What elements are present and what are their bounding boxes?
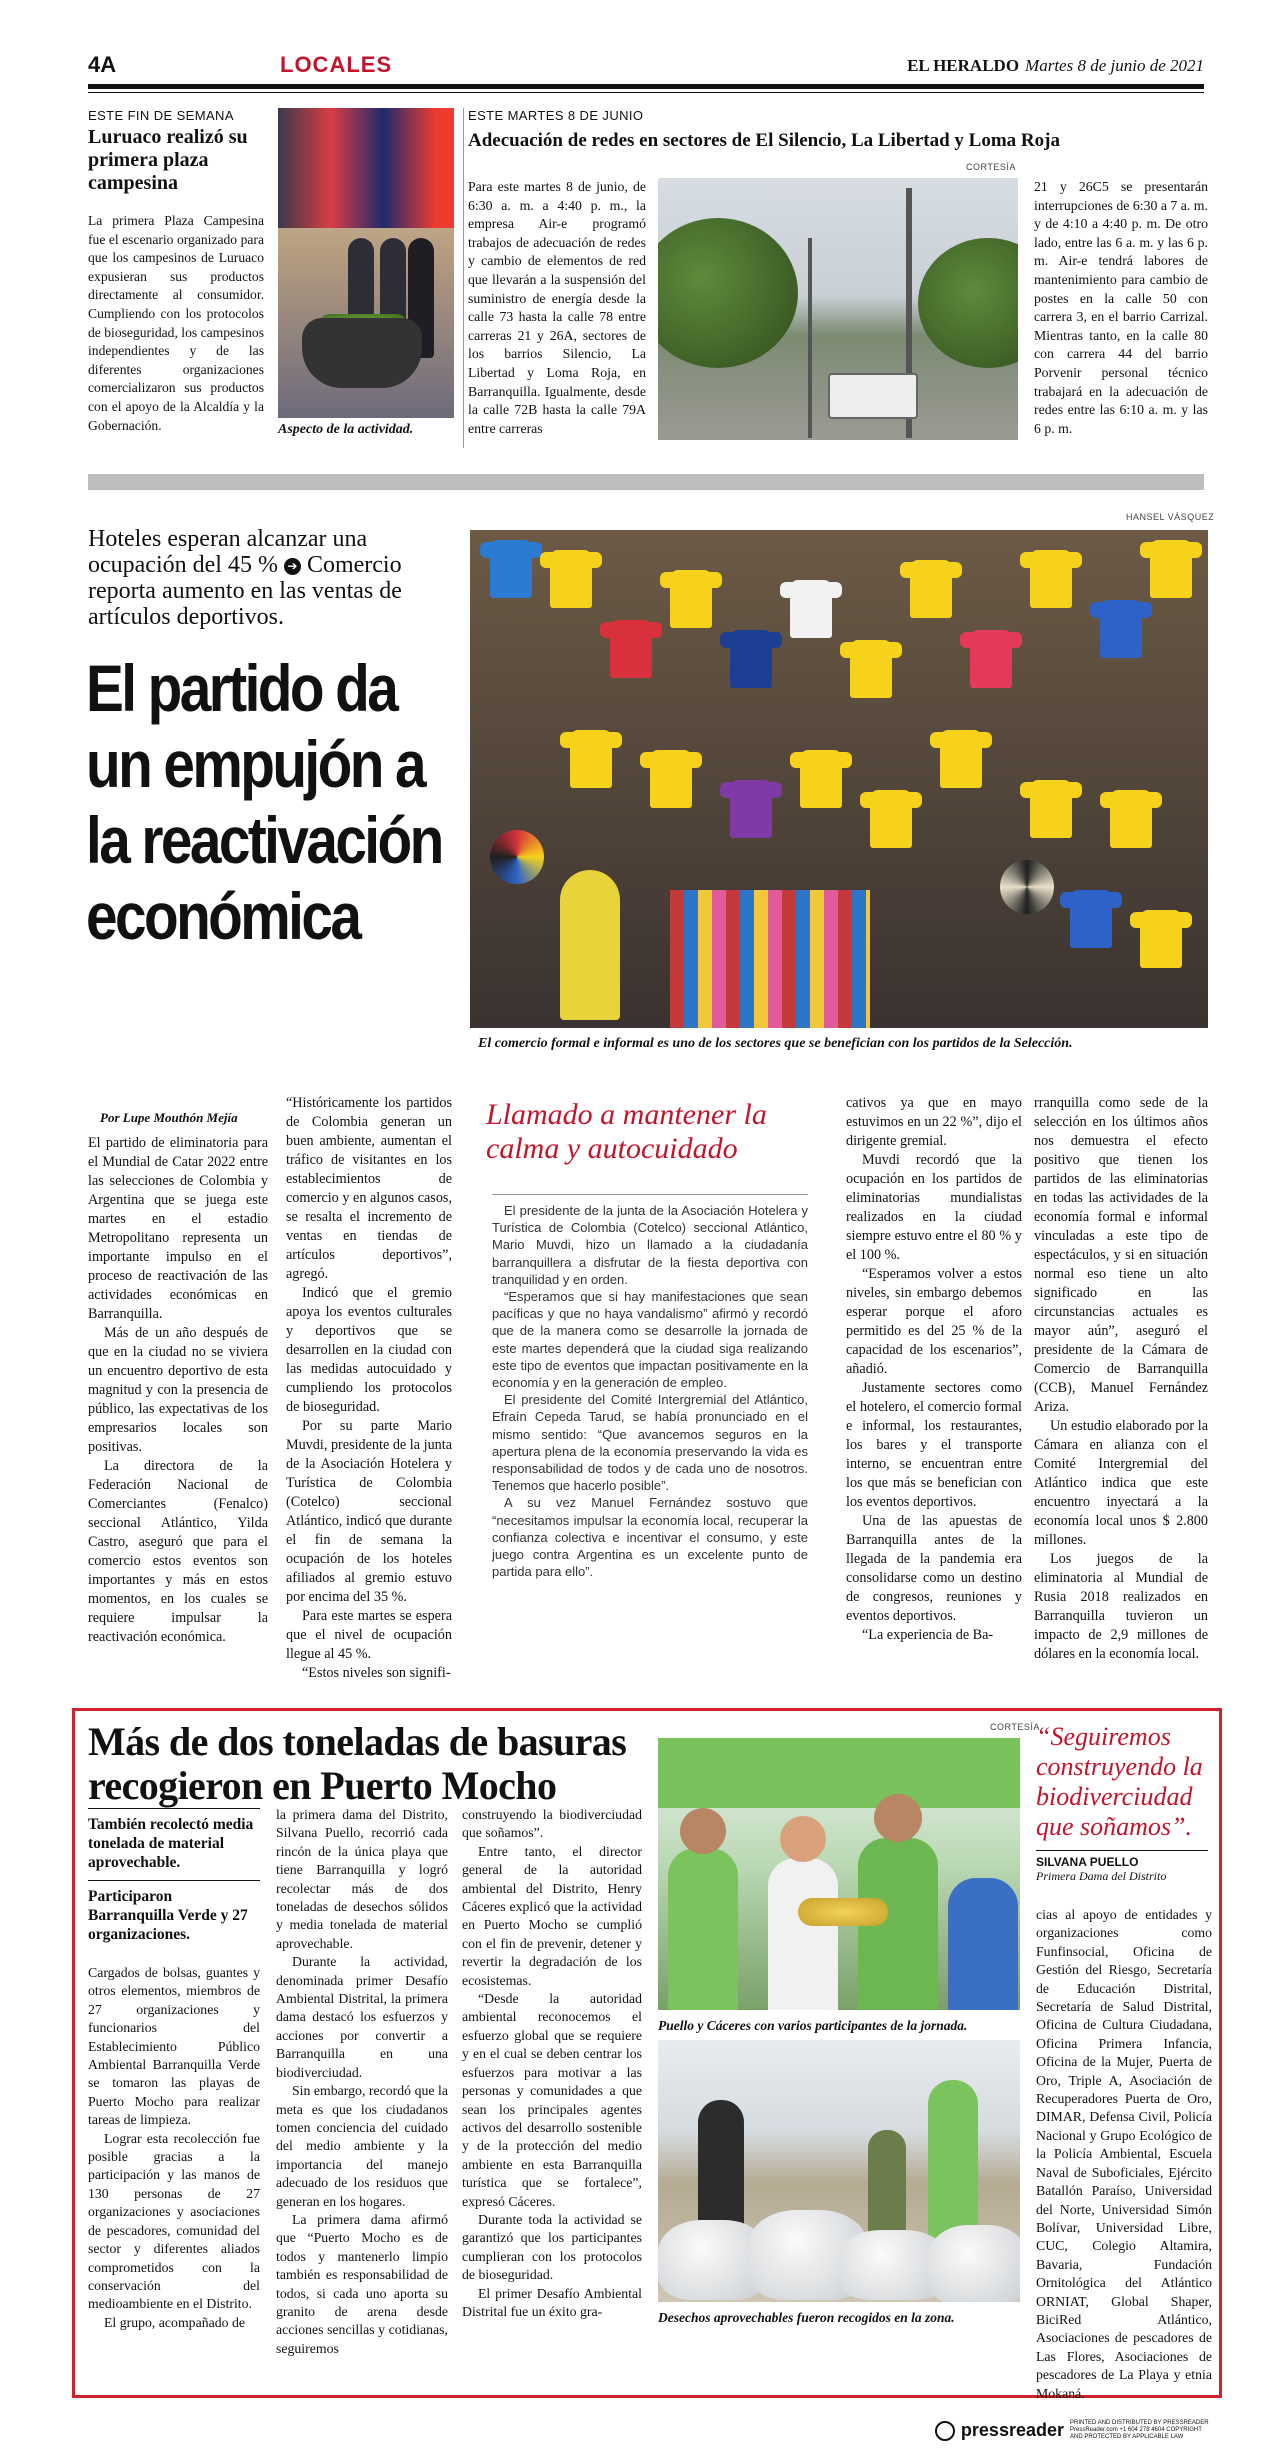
story3-sidebar-body bbox=[492, 1202, 808, 1580]
story4-deck1: También recolectó media tonelada de material aprovechable. bbox=[88, 1808, 260, 1872]
story4-col3-p2: Entre tanto, el director general de la autoridad ambiental del Distrito, Henry Cáceres explicó que la actividad en Puerto Mocho se cumplió con el fin de prevenir, detener y revertir la degradación de los ecosistemas. bbox=[462, 1843, 642, 1988]
worker-figure bbox=[698, 2100, 744, 2240]
story3-deck-part1: Hoteles esperan alcanzar una ocupación del 45 % bbox=[88, 526, 368, 578]
story4-decks bbox=[88, 1808, 260, 1944]
story3-col2-p3: Por su parte Mario Muvdi, presidente de la junta de la Asociación Hotelera y Turística de Colombia (Cotelco) seccional Atlántico, indicó que durante el fin de semana la ocupación de los hoteles afiliados al gremio estuvo por encima del 35 %. bbox=[286, 1418, 452, 1605]
story3-col2-p4: Para este martes se espera que el nivel de ocupación llegue al 45 %. bbox=[286, 1608, 452, 1662]
soldier-figure bbox=[868, 2130, 906, 2240]
story4-photo1 bbox=[658, 1738, 1020, 2010]
story4-col2-p1: la primera dama del Distrito, Silvana Puello, recorrió cada rincón de la única playa que tiene Barranquilla y logró recolectar más de dos toneladas de desechos sólidos y media tonelada de material aprovechable. bbox=[276, 1807, 448, 1951]
section-title[interactable]: LOCALES bbox=[280, 52, 393, 77]
sidebar-rule bbox=[492, 1194, 808, 1195]
story4-pull-quote bbox=[1036, 1722, 1212, 1884]
sidebar-p3: El presidente del Comité Intergremial del Atlántico, Efraín Cepeda Tarud, se había pronunciado en el mismo sentido: “Que avancemos seguros en la apertura plena de la economía preservando la vida es responsabilidad de todos y de cada uno de nosotros. Tenemos que hacerlo posible”. bbox=[492, 1392, 808, 1494]
story3-col1 bbox=[88, 1134, 268, 1647]
pull-quote-role: Primera Dama del Distrito bbox=[1036, 1869, 1167, 1883]
pressreader-badge[interactable] bbox=[935, 2420, 1210, 2441]
page-number: 4A bbox=[88, 52, 117, 77]
vendor-figure bbox=[560, 870, 620, 1020]
story4-col2-p4: La primera dama afirmó que “Puerto Mocho es de todos y mantenerlo limpio también es responsabilidad de todos, si cada uno aporta su granito de arena desde acciones sencillas y cotidianas, seguiremos bbox=[276, 2211, 448, 2356]
arrow-right-icon: ➔ bbox=[284, 558, 301, 575]
story3-photo-credit: HANSEL VÁSQUEZ bbox=[1126, 512, 1215, 522]
story2-photo bbox=[658, 178, 1018, 440]
story3-photo bbox=[470, 530, 1208, 1028]
story3-col1-p1: El partido de eliminatoria para el Mundial de Catar 2022 entre las selecciones de Colombia y Argentina que se juega este martes en el estadio Metropolitano representa un importante impulso en el proceso de reactivación de las actividades económicas en Barranquilla. bbox=[88, 1135, 268, 1322]
story4-col3-p4: Durante toda la actividad se garantizó que los participantes cumplieran con los protocolos de bioseguridad. bbox=[462, 2211, 642, 2283]
header-rule-thin bbox=[88, 92, 1204, 93]
pull-quote-text: “Seguiremos construyendo la biodiverciudad que soñamos”. bbox=[1036, 1722, 1203, 1841]
story4-deck2: Participaron Barranquilla Verde y 27 organizaciones. bbox=[88, 1880, 260, 1944]
story4-col3-p3: “Desde la autoridad ambiental reconocemos el esfuerzo global que se requiere y en el cual se deben centrar los esfuerzos para motivar a las personas y comunidades a que sean los principales agentes activos del desarrollo sostenible y de la protección del medio ambiente en esta Barranquilla turística que se fortalece”, expresó Cáceres. bbox=[462, 1991, 642, 2209]
story4-col4 bbox=[1036, 1906, 1212, 2403]
story3-deck-part2: Comercio reporta aumento en las ventas de artículos deportivos. bbox=[88, 552, 402, 630]
story4-col3 bbox=[462, 1806, 642, 2321]
story4-caption2: Desechos aprovechables fueron recogidos en la zona. bbox=[658, 2310, 955, 2325]
pressreader-logo-icon bbox=[935, 2421, 955, 2441]
story3-col4-p2: Un estudio elaborado por la Cámara en alianza con el Comité Intergremial del Atlántico indica que este encuentro inyectará a la economía local unos $ 2.800 millones. bbox=[1034, 1418, 1208, 1548]
story4-col1 bbox=[88, 1964, 260, 2332]
story3-col2-p2: Indicó que el gremio apoya los eventos culturales y deportivos que se desarrollen en la ciudad con las medidas autocuidado y cumpliendo los protocolos de bioseguridad. bbox=[286, 1285, 452, 1415]
story3-col2-p5: “Estos niveles son signifi- bbox=[302, 1665, 451, 1681]
story4-col2-p3: Sin embargo, recordó que la meta es que los ciudadanos tomen conciencia del cuidado del medio ambiente y la importancia del manejo adecuado de los residuos que generan en los hogares. bbox=[276, 2083, 448, 2209]
story3-byline: Por Lupe Mouthón Mejía bbox=[100, 1110, 238, 1125]
story3-headline[interactable]: El partido da un empujón a la reactivación económica bbox=[86, 651, 442, 953]
gloved-hands bbox=[798, 1898, 888, 1926]
story2-col2: 21 y 26C5 se presentarán interrupciones de 6:30 a 7 a. m. y de 4:10 a 4:40 p. m. De otro lado, entre las 6 a. m. y las 6 p. m. Air-e tendrá labores de mantenimiento para cambio de postes en la calle 50 con carrera 3, en el barrio Carrizal. Mientras tanto, en la calle 80 con carrera 44 del barrio Porvenir personal técnico trabajará en la adecuación de redes entre las 6:10 a. m. y las 6 p. m. bbox=[1034, 179, 1208, 436]
story3-col3-p4: Justamente sectores como el hotelero, el comercio formal e informal, los restaurantes, los bares y el transporte interno, se encuentran entre los que más se benefician con los eventos deportivos. bbox=[846, 1380, 1022, 1510]
story3-col3-p3: “Esperamos volver a estos niveles, sin embargo debemos esperar porque el aforo permitido es del 25 % de la capacidad de los escenarios”, añadió. bbox=[846, 1266, 1022, 1377]
story3-col1-p2: Más de un año después de que en la ciudad no se viviera un encuentro deportivo de esta magnitud y con la presencia de público, las expectativas de los empresarios locales son positivas. bbox=[88, 1325, 268, 1455]
story3-col2 bbox=[286, 1094, 452, 1683]
story2-kicker: ESTE MARTES 8 DE JUNIO bbox=[468, 108, 644, 123]
pressreader-brand: pressreader bbox=[960, 2420, 1064, 2440]
story4-photo2 bbox=[658, 2040, 1020, 2302]
pressreader-fine-print: PRINTED AND DISTRIBUTED BY PRESSREADER PressReader.com +1 604 278 4604 COPYRIGHT AND PROTECTED BY APPLICABLE LAW bbox=[1070, 2420, 1209, 2440]
section-separator bbox=[88, 474, 1204, 490]
story4-col2-p2: Durante la actividad, denominada primer Desafío Ambiental Distrital, la primera dama destacó los esfuerzos y acciones por convertir a Barranquilla en una biodiverciudad. bbox=[276, 1954, 448, 2080]
story4-col4-p1: cias al apoyo de entidades y organizaciones como Funfinsocial, Oficina de Gestión del Riesgo, Secretaría de Educación Distrital, Secretaría de Salud Distrital, Oficina de Cultura Ciudadana, Oficina Primera Infancia, Oficina de la Mujer, Puerta de Oro, Triple A, Asociación de Recuperadores Puerta de Oro, DIMAR, Defensa Civil, Policía Nacional y Grupo Ecológico de la Policía Ambiental, Escuela Naval de Suboficiales, Ejército Batallón Paraíso, Universidad del Norte, Universidad Simón Bolívar, Universidad Libre, CUC, Colegio Altamira, Bavaria, Fundación Ornitológica del Atlántico ORNIAT, Global Shaper, BiciRed Atlántico, Asociaciones de pescadores de Las Flores, Asociaciones de pescadores de La Playa y etnia Mokaná. bbox=[1036, 1907, 1212, 2401]
story3-col1-p3: La directora de la Federación Nacional de Comerciantes (Fenalco) seccional Atlántico, Yilda Castro, aseguró que para el comercio estos eventos son importantes y más en estos momentos, en los cuales se requiere impulsar la reactivación económica. bbox=[88, 1458, 268, 1645]
sidebar-p2: “Esperamos que si hay manifestaciones que sean pacíficas y que no haya vandalismo” afirmó y recordó que de la manera como se desarrolle la jornada de este martes dependerá que la ciudad siga realizando este tipo de eventos que impactan positivamente en la economía y en la generación de empleo. bbox=[492, 1289, 808, 1391]
story1-caption: Aspecto de la actividad. bbox=[278, 422, 414, 437]
story3-col3 bbox=[846, 1094, 1022, 1645]
sidebar-p4: A su vez Manuel Fernández sostuvo que “necesitamos impulsar la economía local, recuperar la confianza colectiva e incentivar el consumo, y este juego contra Argentina es un excelente punto de partida para ello”. bbox=[492, 1495, 808, 1580]
story4-col2 bbox=[276, 1806, 448, 2358]
story3-sidebar-title[interactable]: Llamado a mantener la calma y autocuidado bbox=[486, 1098, 767, 1165]
story3-col4-p1: rranquilla como sede de la selección en los últimos años nos demuestra el efecto positivo que tienen los partidos de las eliminatorias en todas las actividades de la economía formal e informal vinculadas a este tipo de espectáculos, y si en situación normal eso tiene un alto significado en las circunstancias actuales es mayor aún”, aseguró el presidente de la Cámara de Comercio de Barranquilla (CCB), Manuel Fernández Ariza. bbox=[1034, 1095, 1208, 1415]
newspaper-name[interactable]: EL HERALDO bbox=[907, 56, 1020, 75]
story1-photo bbox=[278, 108, 454, 418]
story4-headline[interactable]: Más de dos toneladas de basuras recogieron en Puerto Mocho bbox=[88, 1719, 627, 1808]
story2-col1: Para este martes 8 de junio, de 6:30 a. m. a 4:40 p. m., la empresa Air-e programó trabajos de adecuación de redes y cambio de elementos de red que llevarán a la suspensión del suministro de energía desde la calle 73 hasta la calle 78 entre carreras 21 y 26A, sectores de los barrios Silencio, La Libertad y Loma Roja, en Barranquilla. Igualmente, desde la calle 72B hasta la calle 79A entre carreras bbox=[468, 179, 646, 436]
story3-col4 bbox=[1034, 1094, 1208, 1664]
story4-photo-credit: CORTESÍA bbox=[990, 1722, 1040, 1732]
merchandise-rack bbox=[670, 890, 870, 1028]
story3-col3-p1: cativos ya que en mayo estuvimos en un 22 %”, dijo el dirigente gremial. bbox=[846, 1095, 1022, 1149]
story3-col3-p5: Una de las apuestas de Barranquilla antes de la llegada de la pandemia era consolidarse como un destino de congresos, reuniones y eventos deportivos. bbox=[846, 1513, 1022, 1624]
story3-sidebar bbox=[466, 1090, 826, 1654]
column-divider bbox=[463, 108, 464, 448]
story3-col2-p1: “Históricamente los partidos de Colombia generan un buen ambiente, aumentan el tráfico de visitantes en los establecimientos de comercio y en algunos casos, se resalta el incremento de ventas en tiendas de artículos deportivos”, agregó. bbox=[286, 1095, 452, 1282]
story3-col3-p6: “La experiencia de Ba- bbox=[862, 1627, 994, 1643]
story1-kicker: ESTE FIN DE SEMANA bbox=[88, 108, 234, 123]
header-rule bbox=[88, 84, 1204, 89]
story3-caption: El comercio formal e informal es uno de los sectores que se benefician con los partidos de la Selección. bbox=[478, 1036, 1073, 1051]
story3-deck bbox=[88, 526, 448, 630]
story2-headline[interactable]: Adecuación de redes en sectores de El Silencio, La Libertad y Loma Roja bbox=[468, 130, 1060, 151]
issue-date: Martes 8 de junio de 2021 bbox=[1025, 56, 1204, 75]
story4-col1-p3: El grupo, acompañado de bbox=[104, 2314, 245, 2330]
story4-col1-p1: Cargados de bolsas, guantes y otros elementos, miembros de 27 organizaciones y funcionarios del Establecimiento Público Ambiental Barranquilla Verde se tomaron las playas de Puerto Mocho para realizar tareas de limpieza. bbox=[88, 1965, 260, 2128]
story3-col3-p2: Muvdi recordó que la ocupación en los partidos de eliminatorias mundialistas realizados en la ciudad siempre estuvo entre el 80 % y el 100 %. bbox=[846, 1152, 1022, 1263]
story2-photo-credit: CORTESÍA bbox=[966, 162, 1016, 172]
story3-col4-p3: Los juegos de la eliminatoria al Mundial de Rusia 2018 realizados en Barranquilla tuvieron un impacto de 2,9 millones de dólares en la economía local. bbox=[1034, 1551, 1208, 1662]
pull-quote-author: SILVANA PUELLO bbox=[1036, 1855, 1139, 1869]
story1-headline[interactable]: Luruaco realizó su primera plaza campesina bbox=[88, 126, 248, 194]
story4-col3-p5: El primer Desafío Ambiental Distrital fue un éxito gra- bbox=[462, 2285, 642, 2319]
story4-col1-p2: Lograr esta recolección fue posible gracias a la participación y las manos de 130 personas de 27 organizaciones y asociaciones de pescadores, comunidad del sector y diferentes aliados comprometidos con la conservación del medioambiente en el Distrito. bbox=[88, 2130, 260, 2312]
story1-body: La primera Plaza Campesina fue el escenario organizado para que los campesinos de Luruaco expusieran sus productos directamente al consumidor. Cumpliendo con los protocolos de bioseguridad, los campesinos independientes y de las diferentes organizaciones comercializaron sus productos con el apoyo de la Alcaldía y la Gobernación. bbox=[88, 213, 264, 433]
story4-caption1: Puello y Cáceres con varios participantes de la jornada. bbox=[658, 2018, 968, 2033]
masthead bbox=[907, 56, 1204, 76]
story4-col3-p1: construyendo la biodiverciudad que soñamos”. bbox=[462, 1807, 642, 1841]
sidebar-p1: El presidente de la junta de la Asociación Hotelera y Turística de Colombia (Cotelco) seccional Atlántico, Mario Muvdi, hizo un llamado a la ciudadanía barranquillera a disfrutar de la fiesta deportiva con tranquilidad y en orden. bbox=[492, 1203, 808, 1287]
